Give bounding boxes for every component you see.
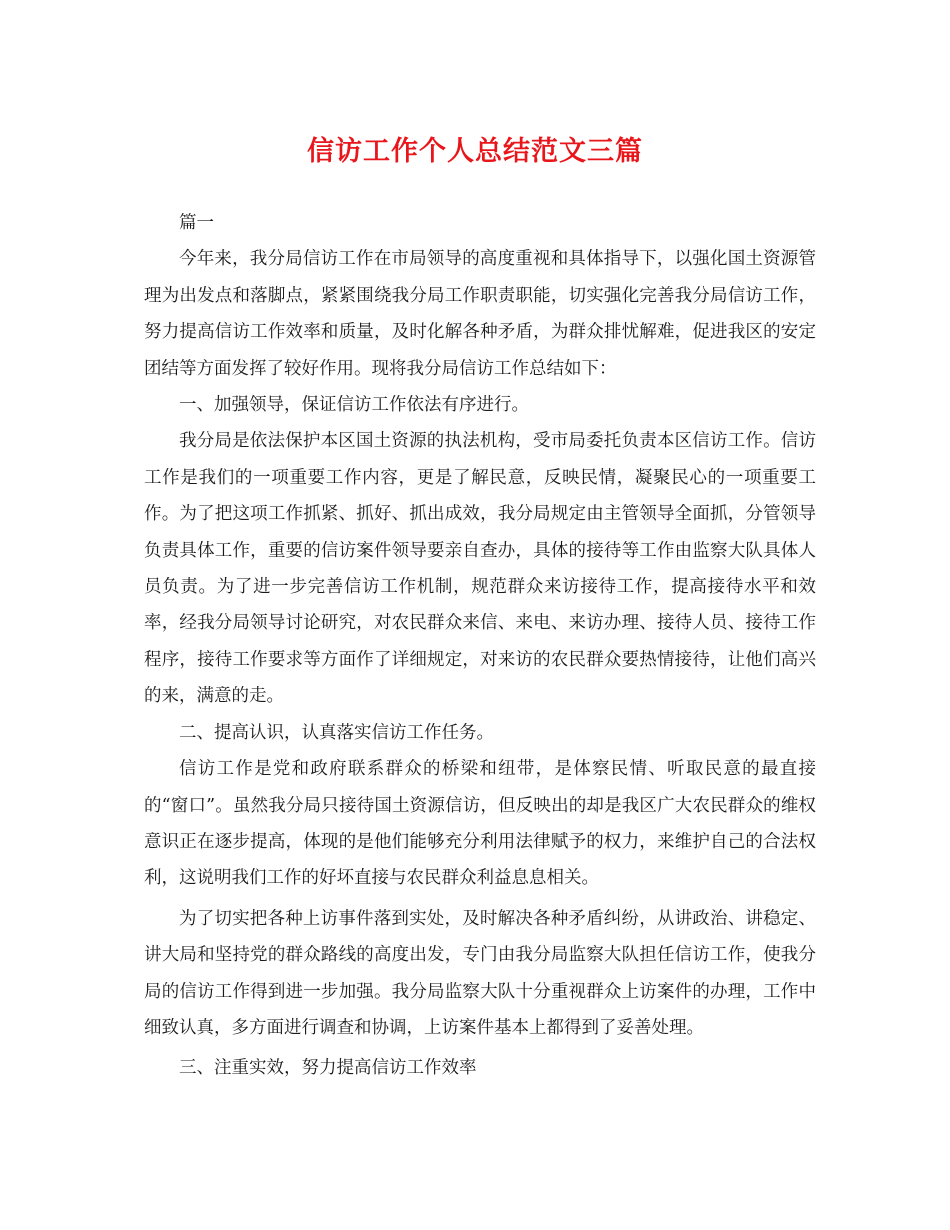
- document-title: 信访工作个人总结范文三篇: [307, 136, 643, 167]
- document-body: [144, 205, 816, 1087]
- section-heading: 一、加强领导，保证信访工作依法有序进行。: [179, 395, 529, 416]
- section-heading: 三、注重实效，努力提高信访工作效率: [179, 1058, 477, 1079]
- body-paragraph: 信访工作是党和政府联系群众的桥梁和纽带，是体察民情、听取民意的最直接的“窗口”。虽然我分局只接待国土资源信访，但反映出的却是我区广大农民群众的维权意识正在逐步提高，体现的是他们能够充分利用法律赋予的权力，来维护自己的合法权利，这说明我们工作的好坏直接与农民群众利益息息相关。: [144, 759, 816, 889]
- section-heading: 二、提高认识，认真落实信访工作任务。: [179, 722, 494, 743]
- body-paragraph: 为了切实把各种上访事件落到实处，及时解决各种矛盾纠纷，从讲政治、讲稳定、讲大局和坚持党的群众路线的高度出发，专门由我分局监察大队担任信访工作，使我分局的信访工作得到进一步加强。我分局监察大队十分重视群众上访案件的办理，工作中细致认真，多方面进行调查和协调，上访案件基本上都得到了妥善处理。: [144, 908, 816, 1038]
- body-paragraph: 我分局是依法保护本区国土资源的执法机构，受市局委托负责本区信访工作。信访工作是我们的一项重要工作内容，更是了解民意，反映民情，凝聚民心的一项重要工作。为了把这项工作抓紧、抓好、抓出成效，我分局规定由主管领导全面抓，分管领导负责具体工作，重要的信访案件领导要亲自查办，具体的接待等工作由监察大队具体人员负责。为了进一步完善信访工作机制，规范群众来访接待工作，提高接待水平和效率，经我分局领导讨论研究，对农民群众来信、来电、来访办理、接待人员、接待工作程序，接待工作要求等方面作了详细规定，对来访的农民群众要热情接待，让他们高兴的来，满意的走。: [144, 431, 816, 707]
- section-heading-part-one: 篇一: [179, 213, 214, 233]
- body-paragraph: 今年来，我分局信访工作在市局领导的高度重视和具体指导下，以强化国土资源管理为出发点和落脚点，紧紧围绕我分局工作职责职能，切实强化完善我分局信访工作，努力提高信访工作效率和质量，及时化解各种矛盾，为群众排忧解难，促进我区的安定团结等方面发挥了较好作用。现将我分局信访工作总结如下：: [144, 249, 816, 379]
